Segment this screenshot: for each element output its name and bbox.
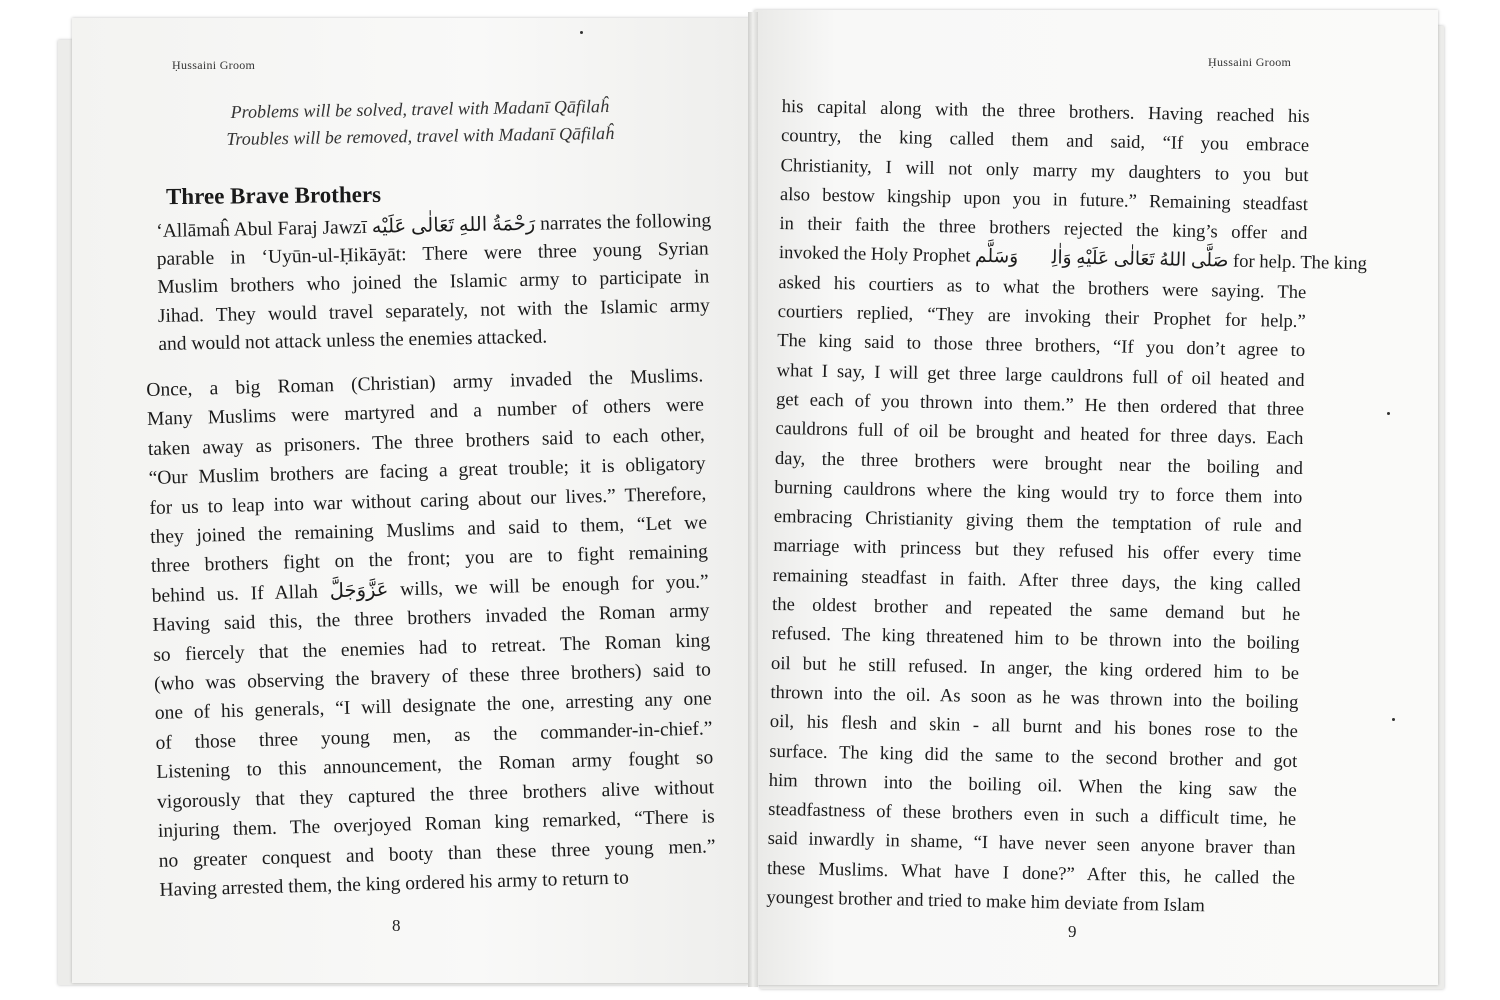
- text-line: no greater conquest and booty than these three young men.”: [158, 835, 716, 872]
- text-line: vigorously that they captured the three brothers alive without: [156, 776, 715, 813]
- book-spine: [748, 12, 758, 987]
- text-line: taken away as prisoners. The three brothers said to each other,: [147, 424, 706, 460]
- text-line: marriage with princess but they refused his offer every time: [773, 535, 1302, 567]
- text-line: oil but he still refused. In anger, the king ordered him to be: [770, 652, 1300, 684]
- text-line: asked his courtiers as to what the brothers were saying. The: [778, 271, 1307, 303]
- text-line: his capital along with the three brothers. Having reached his: [781, 95, 1310, 128]
- text-line: day, the three brothers were brought near the boiling and: [774, 447, 1304, 479]
- text-line: in their faith the three brothers rejected the king’s offer and: [779, 213, 1308, 245]
- text-line: Once, a big Roman (Christian) army invaded the Muslims.: [146, 365, 704, 401]
- left-running-header: Ḥussaini Groom: [172, 58, 256, 72]
- text-line: Many Muslims were martyred and a number of others were: [146, 394, 705, 431]
- page-number-right: 9: [1068, 922, 1077, 941]
- text-line: injuring them. The overjoyed Roman king remarked, “There is: [157, 806, 716, 842]
- text-line: courtiers replied, “They are invoking their Prophet for help.”: [777, 301, 1306, 333]
- text-line: Muslim brothers who joined the Islamic army to participate in: [157, 266, 710, 299]
- text-line: get each of you thrown into them.” He then ordered that three: [775, 388, 1305, 421]
- speck: [1387, 412, 1390, 415]
- text-line: three brothers fight on the front; you are to fight remaining: [150, 541, 709, 578]
- text-line: Having arrested them, the king ordered his army to return to: [159, 867, 630, 901]
- couplet-line-1: Problems will be solved, travel with Madanī Qāfilaĥ: [230, 96, 610, 122]
- text-line: one of his generals, “I will designate the one, arresting any one: [154, 688, 712, 725]
- text-line: cauldrons full of oil be brought and heated for three days. Each: [775, 418, 1304, 450]
- text-line: behind us. If Allah عَزَّوَجَلَّ wills, we will be enough for you.”: [151, 571, 709, 607]
- text-line: refused. The king threatened him to be thrown into the boiling: [771, 623, 1300, 655]
- text-line: said inwardly in shame, “I have never seen anyone braver than: [767, 828, 1296, 860]
- text-line: oil, his flesh and skin - all burnt and his bones rose to the: [769, 711, 1299, 743]
- right-running-header: Ḥussaini Groom: [1208, 55, 1292, 69]
- paragraph-1: [156, 207, 711, 359]
- text-line: him thrown into the boiling oil. When the king saw the: [768, 769, 1297, 801]
- paragraph-2: [146, 361, 717, 905]
- text-line: parable in ʻUyūn-ul-Ḥikāyāt: There were three young Syrian: [156, 238, 709, 271]
- text-line: country, the king called them and said, “If you embrace: [780, 125, 1310, 157]
- text-line: embracing Christianity giving them the temptation of rule and: [773, 506, 1302, 538]
- text-line: The king said to those three brothers, “If you don’t agree to: [777, 330, 1306, 362]
- speck: [1392, 718, 1395, 721]
- section-title: Three Brave Brothers: [165, 181, 382, 210]
- text-line: youngest brother and tried to make him deviate from Islam: [766, 886, 1206, 917]
- text-line: Christianity, I will not only marry my daughters to you but: [780, 154, 1309, 186]
- text-line: ʻAllāmaĥ Abul Faraj Jawzī رَحْمَةُ اللهِ تَعَالٰى عَلَيْه narrates the following: [156, 210, 712, 242]
- text-line: steadfastness of these brothers even in such a difficult time, he: [768, 798, 1297, 831]
- text-line: burning cauldrons where the king would try to force them into: [774, 476, 1303, 508]
- text-line: (who was observing the bravery of these three brothers) said to: [153, 659, 712, 695]
- text-line: for us to leap into war without caring about our lives.” Therefore,: [149, 483, 707, 519]
- text-line: “Our Muslim brothers are facing a great trouble; it is obligatory: [148, 453, 706, 490]
- text-line: Having said this, the three brothers invaded the Roman army: [152, 600, 710, 637]
- text-line: surface. The king did the same to the second brother and got: [769, 740, 1298, 772]
- text-line: also bestow kingship upon you in future.” Remaining steadfast: [779, 183, 1309, 216]
- text-line: invoked the Holy Prophet صَلَّى اللهُ تَعَالٰى عَلَيْهِ وَاٰلِهٖ وَسَلَّم for help. The king: [778, 242, 1368, 275]
- text-line: thrown into the oil. As soon as he was thrown into the boiling: [770, 681, 1299, 713]
- text-line: and would not attack unless the enemies attacked.: [158, 326, 548, 355]
- text-line: they joined the remaining Muslims and said to them, “Let we: [149, 512, 708, 548]
- text-line: Listening to this announcement, the Roman army fought so: [156, 747, 714, 784]
- speck: [580, 31, 583, 34]
- text-line: remaining steadfast in faith. After three days, the king called: [772, 564, 1301, 596]
- text-line: the oldest brother and repeated the same demand but he: [771, 593, 1301, 626]
- text-line: Jihad. They would travel separately, not with the Islamic army: [157, 294, 710, 327]
- couplet-line-2: Troubles will be removed, travel with Madanī Qāfilaĥ: [226, 122, 615, 150]
- page-number-left: 8: [392, 916, 401, 935]
- text-line: so fiercely that the enemies had to retreat. The Roman king: [153, 629, 711, 666]
- text-line: these Muslims. What have I done?” After this, he called the: [766, 857, 1296, 889]
- right-page-text: [766, 92, 1368, 922]
- couplet: [130, 91, 711, 154]
- text-line: of those three young men, as the commander-in-chief.”: [155, 718, 713, 754]
- text-line: what I say, I will get three large cauldrons full of oil heated and: [776, 359, 1305, 391]
